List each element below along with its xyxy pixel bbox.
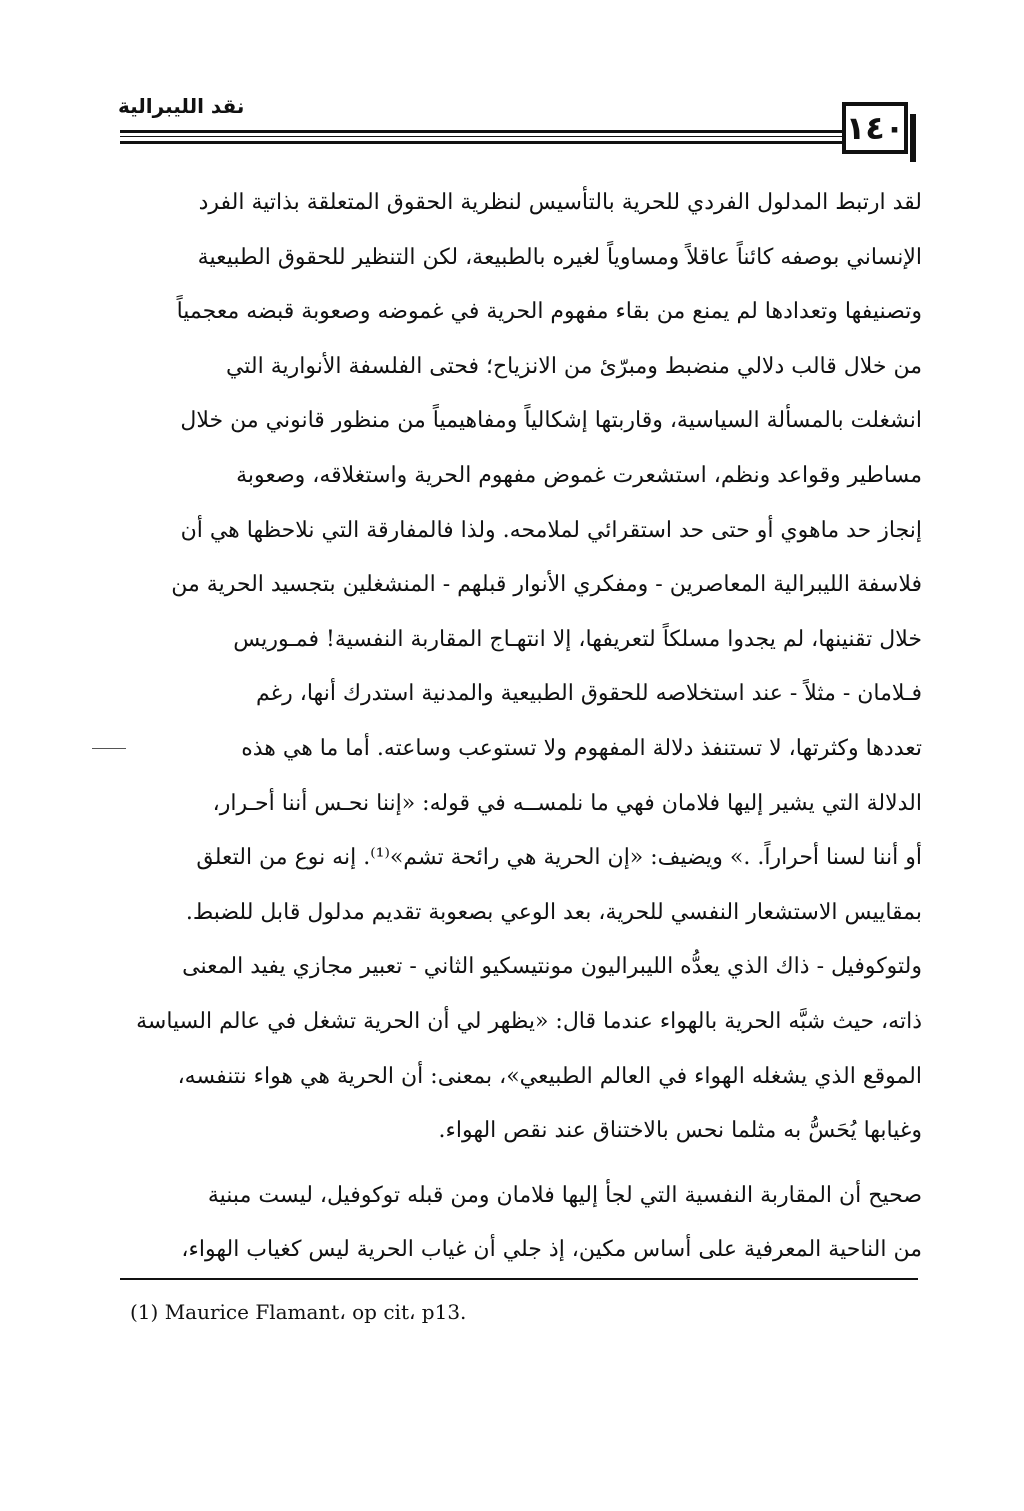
text-line: ذاته، حيث شبَّه الحرية بالهواء عندما قال: «يظهر لي أن الحرية تشغل في عالم السياسة <box>136 1008 922 1034</box>
text-line: وتصنيفها وتعدادها لم يمنع من بقاء مفهوم الحرية في غموضه وصعوبة قبضه معجمياً <box>176 299 922 325</box>
running-title: نقد الليبرالية <box>118 94 245 118</box>
text-line: بمقاييس الاستشعار النفسي للحرية، بعد الوعي بصعوبة تقديم مدلول قابل للضبط. <box>185 899 922 925</box>
text-line: أو أننا لسنا أحراراً. .» ويضيف: «إن الحرية هي رائحة تشم»⁽¹⁾. إنه نوع من التعلق <box>196 845 922 871</box>
text-line: إنجاز حد ماهوي أو حتى حد استقرائي لملامحه. ولذا فالمفارقة التي نلاحظها هي أن <box>180 517 922 543</box>
margin-mark <box>92 748 126 749</box>
text-line: الدلالة التي يشير إليها فلامان فهي ما نلمســه في قوله: «إننا نحـس أننا أحـرار، <box>212 790 922 816</box>
footnote: (1) Maurice Flamant، op cit، p13. <box>130 1300 467 1324</box>
text-line: خلال تقنينها، لم يجدوا مسلكاً لتعريفها، إلا انتهـاج المقاربة النفسية! فمـوريس <box>233 626 922 652</box>
header-rule <box>120 130 842 133</box>
footnote-separator <box>120 1278 918 1280</box>
text-line: تعددها وكثرتها، لا تستنفذ دلالة المفهوم ولا تستوعب وساعته. أما ما هي هذه <box>241 735 922 761</box>
body-text <box>122 176 922 1278</box>
text-line: صحيح أن المقاربة النفسية التي لجأ إليها فلامان ومن قبله توكوفيل، ليست مبنية <box>207 1182 922 1208</box>
text-line: من الناحية المعرفية على أساس مكين، إذ جلي أن غياب الحرية ليس كغياب الهواء، <box>181 1237 922 1263</box>
text-line: ولتوكوفيل - ذاك الذي يعدُّه الليبراليون مونتيسكيو الثاني - تعبير مجازي يفيد المعنى <box>182 954 922 980</box>
text-line: من خلال قالب دلالي منضبط ومبرّئ من الانزياح؛ فحتى الفلسفة الأنوارية التي <box>225 353 922 379</box>
text-line: انشغلت بالمسألة السياسية، وقاربتها إشكالياً ومفاهيمياً من منظور قانوني من خلال <box>180 408 922 434</box>
text-line: فـلامان - مثلاً - عند استخلاصه للحقوق الطبيعية والمدنية استدرك أنها، رغم <box>255 681 922 707</box>
paragraph-1 <box>122 176 922 1159</box>
text-line: لقد ارتبط المدلول الفردي للحرية بالتأسيس لنظرية الحقوق المتعلقة بذاتية الفرد <box>198 190 922 215</box>
page-number: ١٤٠ <box>842 102 908 154</box>
text-line: الموقع الذي يشغله الهواء في العالم الطبيعي»، بمعنى: أن الحرية هي هواء نتنفسه، <box>177 1063 922 1089</box>
paragraph-2 <box>122 1169 922 1278</box>
text-line: فلاسفة الليبرالية المعاصرين - ومفكري الأنوار قبلهم - المنشغلين بتجسيد الحرية من <box>171 572 922 598</box>
header-rule <box>120 136 842 137</box>
header-rule <box>120 141 842 144</box>
text-line: مساطير وقواعد ونظم، استشعرت غموض مفهوم الحرية واستغلاقه، وصعوبة <box>236 462 922 488</box>
text-line: الإنساني بوصفه كائناً عاقلاً ومساوياً لغيره بالطبيعة، لكن التنظير للحقوق الطبيعية <box>197 244 922 270</box>
text-line: وغيابها يُحَسُّ به مثلما نحس بالاختناق عند نقص الهواء. <box>438 1118 922 1144</box>
